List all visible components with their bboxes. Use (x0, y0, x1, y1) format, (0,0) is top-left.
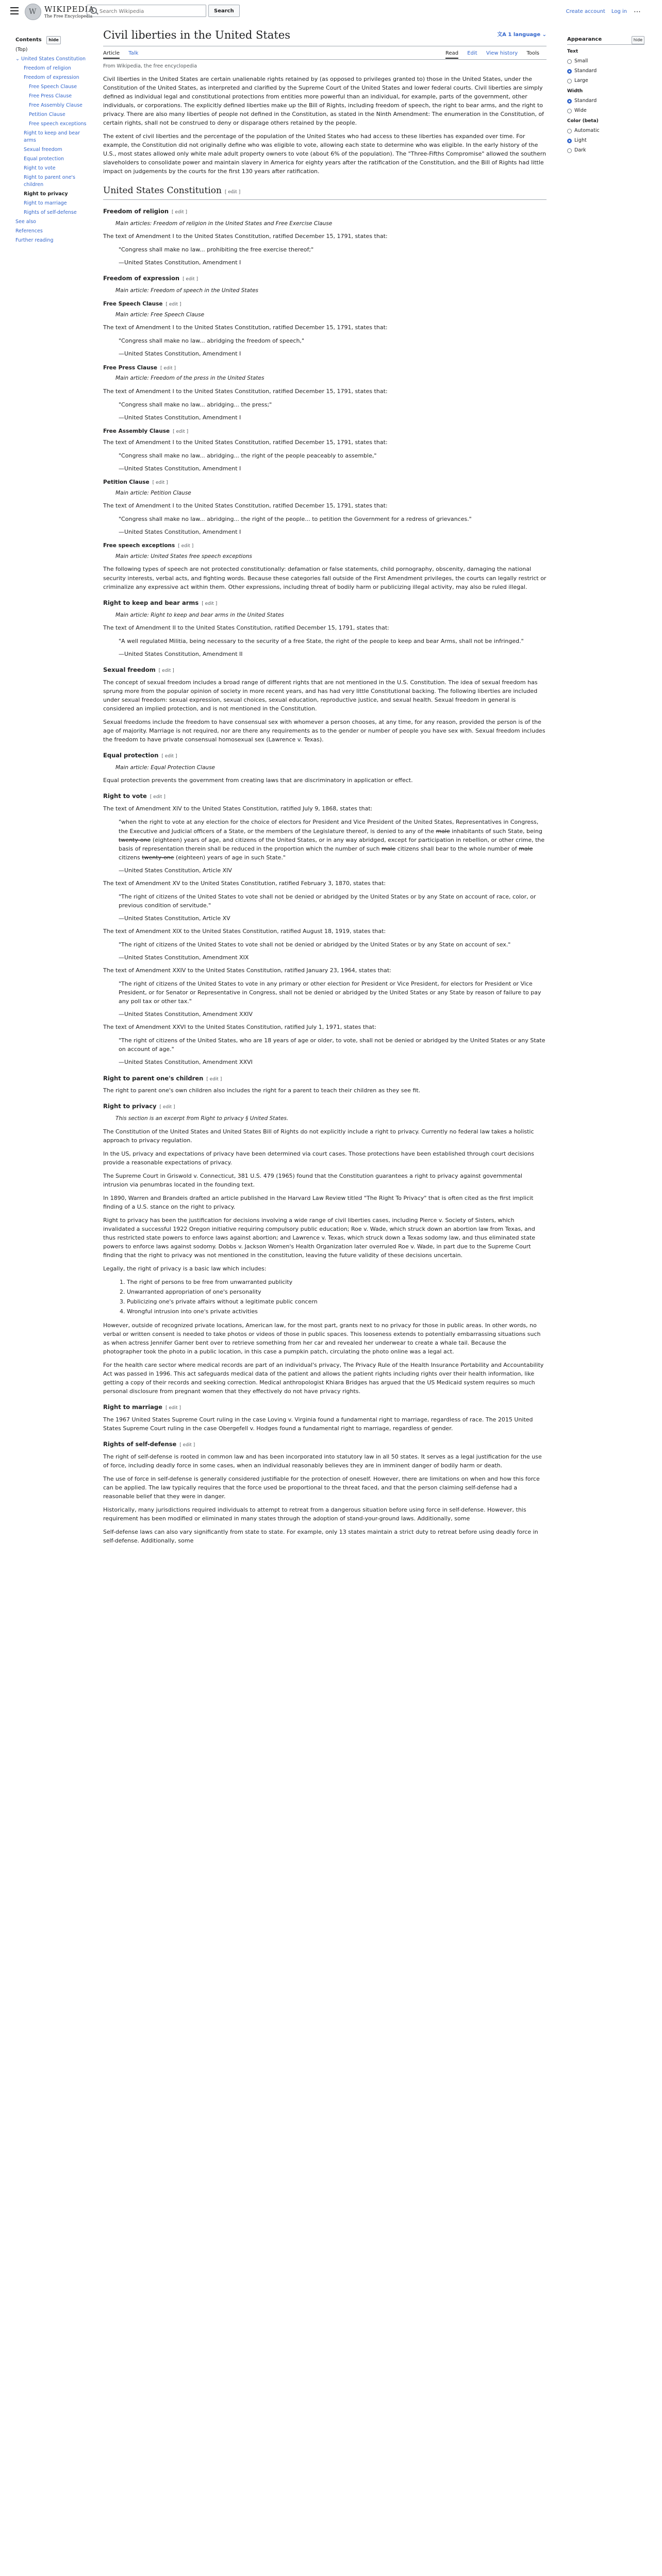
search-icon (90, 7, 97, 14)
wikipedia-wordmark: WIKIPEDIA (44, 4, 95, 14)
toc-item[interactable]: Freedom of religion (24, 65, 71, 71)
paragraph: In 1890, Warren and Brandeis drafted an article published in the Harvard Law Review titled "The Right To Privacy" that is often cited as the first implicit finding of a U.S. stance on the right to privacy. (103, 1194, 534, 1211)
edit-link[interactable]: [ edit ] (206, 1076, 222, 1082)
paragraph: The use of force in self-defense is generally considered justifiable for the protection of oneself. However, there are limitations on when and how this force can be applied. The law typically requires that the force used be proportional to the threat faced, and that the person claiming self-defense had a reasonable belief that they were in danger. (103, 1475, 540, 1500)
tab-edit[interactable]: Edit (467, 50, 477, 56)
subsection-heading: Free Speech Clause [ edit ] (103, 301, 181, 308)
toc-item[interactable]: Petition Clause (29, 112, 65, 117)
log-in-link[interactable]: Log in (611, 9, 627, 14)
toc-item[interactable]: Rights of self-defense (24, 210, 77, 215)
paragraph: The text of Amendment XXIV to the United States Constitution, ratified January 23, 1964, states that: (103, 967, 391, 974)
edit-link[interactable]: [ edit ] (166, 302, 181, 308)
edit-link[interactable]: [ edit ] (183, 276, 198, 282)
edit-link[interactable]: [ edit ] (152, 480, 168, 485)
list-item: 3. Publicizing one's private affairs without a legitimate public concern (127, 1297, 547, 1306)
wikipedia-logo[interactable] (25, 4, 94, 20)
search-button[interactable]: Search (208, 5, 240, 17)
paragraph: The 1967 United States Supreme Court ruling in the case Loving v. Virginia found a fundamental right to marriage, regardless of race. The 2015 United States Supreme Court ruling in the case Obergefell v. Hodges found a fundamental right to marriage, regardless of gender. (103, 1416, 533, 1432)
paragraph: Equal protection prevents the government from creating laws that are discriminatory in application or effect. (103, 777, 413, 784)
quote-attribution: —United States Constitution, Article XIV (119, 867, 232, 874)
main-menu-icon[interactable] (10, 7, 19, 14)
quote: "A well regulated Militia, being necessary to the security of a free State, the right of the people to keep and bear Arms, shall not be infringed." (119, 637, 524, 645)
paragraph: Historically, many jurisdictions required individuals to attempt to retreat from a dangerous situation before using force in self-defense. However, this requirement has been modified or eliminated in many states through the adoption of stand-your-ground laws. Additionally, some (103, 1506, 526, 1522)
paragraph: The concept of sexual freedom includes a broad range of different rights that are not mentioned in the U.S. Constitution. The idea of sexual freedom has sprung more from the popular opinion of society in more recent years, and has had very little Constitutional backing. The following liberties are included under sexual freedom: sexual expression, sexual choices, sexual education, reproductive justice, and sexual health. Sexual freedom in general is considered an implied protection, and is not mentioned in the Constitution. (103, 679, 538, 713)
hatnote: Main article: Right to keep and bear arms in the United States (115, 612, 284, 618)
tab-talk[interactable]: Talk (128, 50, 139, 56)
quote: "Congress shall make no law... prohibiting the free exercise thereof;" (119, 246, 314, 253)
toc-item[interactable]: Right to vote (24, 165, 56, 171)
edit-link[interactable]: [ edit ] (224, 190, 241, 195)
toc-item[interactable]: Equal protection (24, 156, 64, 162)
width-option[interactable]: Wide (567, 107, 644, 114)
edit-link[interactable]: [ edit ] (158, 668, 174, 673)
quote: "Congress shall make no law... abridging... the right of the people... to petition the Government for a redress of grievances." (119, 516, 472, 523)
tab-tools[interactable]: Tools (526, 50, 539, 56)
quote-attribution: —United States Constitution, Amendment I (119, 259, 241, 266)
toc-item[interactable]: Free speech exceptions (29, 121, 87, 127)
quote: "Congress shall make no law... abridging the freedom of speech," (119, 337, 305, 345)
edit-link[interactable]: [ edit ] (178, 544, 194, 549)
text-size-option[interactable]: Standard (567, 67, 644, 75)
quote: "The right of citizens of the United States to vote shall not be denied or abridged by the United States or by any State on account of race, color, or previous condition of servitude." (119, 893, 536, 909)
radio-icon (567, 148, 572, 153)
radio-icon (567, 129, 572, 133)
toc-item[interactable]: (Top) (15, 47, 28, 53)
quote: "The right of citizens of the United States to vote shall not be denied or abridged by the United States or by any State on account of sex." (119, 941, 511, 948)
paragraph: The text of Amendment XV to the United States Constitution, ratified February 3, 1870, states that: (103, 879, 386, 887)
tab-read[interactable]: Read (445, 50, 458, 59)
quote: "The right of citizens of the United States to vote in any primary or other election for President or Vice President, for electors for President or Vice President, or for Senator or Representative in Congress, shall not be denied or abridged by the United States or any State by reason of failure to pay any poll tax or other tax." (119, 980, 541, 1005)
paragraph: The following types of speech are not protected constitutionally: defamation or false statements, child pornography, obscenity, damaging the national security interests, verbal acts, and fighting words. Because these categories fall outside of the First Amendment privileges, the courts can legally restrict or criminalize any expressive act within them. Other expressions, including threat of bodily harm or publicizing illegal activity, may also be ruled illegal. (103, 566, 547, 590)
paragraph: The text of Amendment I to the United States Constitution, ratified December 15, 1791, states that: (103, 324, 388, 331)
appearance-hide-button[interactable]: hide (632, 36, 644, 44)
list-item: 2. Unwarranted appropriation of one's personality (127, 1287, 547, 1296)
radio-icon (567, 79, 572, 83)
toc-item[interactable]: Free Press Clause (29, 93, 72, 99)
quote-attribution: —United States Constitution, Amendment I (119, 350, 241, 358)
toc-item[interactable]: Sexual freedom (24, 147, 62, 152)
edit-link[interactable]: [ edit ] (179, 1442, 195, 1448)
radio-selected-icon (567, 99, 572, 104)
toc-item[interactable]: Right to keep and bear arms (24, 130, 80, 143)
language-button[interactable]: 文A 1 language ⌄ (497, 32, 547, 38)
color-option[interactable]: Automatic (567, 127, 644, 134)
paragraph: In the US, privacy and expectations of privacy have been determined via court cases. Those protections have been established through court decisions provide a reasonable expectations of privacy. (103, 1150, 534, 1166)
hatnote: Main article: Free Speech Clause (115, 312, 205, 318)
edit-link[interactable]: [ edit ] (173, 429, 189, 434)
more-options-icon[interactable]: ⋯ (634, 7, 641, 16)
text-size-label: Text (567, 49, 578, 54)
paragraph: The text of Amendment II to the United States Constitution, ratified December 15, 1791, states that: (103, 624, 389, 631)
width-option[interactable]: Standard (567, 97, 644, 105)
edit-link[interactable]: [ edit ] (165, 1405, 181, 1411)
hatnote: Main articles: Freedom of religion in the United States and Free Exercise Clause (115, 220, 333, 227)
color-label: Color (beta) (567, 118, 599, 124)
table-of-contents (15, 36, 93, 246)
hatnote: Main article: Freedom of speech in the United States (115, 287, 259, 294)
toc-item[interactable]: Free Speech Clause (29, 84, 77, 90)
toc-item[interactable]: Free Assembly Clause (29, 103, 82, 108)
section-heading: Right to parent one's children [ edit ] (103, 1074, 222, 1082)
article-body (103, 24, 547, 1550)
section-heading: Right to vote [ edit ] (103, 792, 166, 800)
paragraph: The right of self-defense is rooted in common law and has been incorporated into statutory law in all 50 states. It serves as a legal justification for the use of force, including deadly force in some cases, when an individual reasonably believes they are in imminent danger of bodily harm or death. (103, 1453, 542, 1469)
from-wikipedia: From Wikipedia, the free encyclopedia (103, 63, 197, 70)
quote-attribution: —United States Constitution, Amendment II (119, 650, 243, 657)
section-heading: Right to marriage [ edit ] (103, 1403, 181, 1411)
page-title: Civil liberties in the United States (103, 27, 547, 46)
hatnote: This section is an excerpt from Right to privacy § United States. (115, 1115, 289, 1122)
paragraph: The Constitution of the United States and United States Bill of Rights do not explicitly include a right to privacy. Currently no federal law takes a holistic approach to privacy regulation. (103, 1128, 534, 1144)
appearance-title: Appearance (567, 37, 602, 42)
color-option[interactable]: Light (567, 137, 644, 144)
edit-link[interactable]: [ edit ] (150, 794, 166, 800)
section-heading: Right to privacy [ edit ] (103, 1103, 175, 1110)
hatnote: Main article: United States free speech exceptions (115, 553, 252, 560)
intro-paragraph: The extent of civil liberties and the percentage of the population of the United States who had access to these liberties has expanded over time. For example, the Constitution did not originally define who was eligible to vote, allowing each state to determine who was eligible. In the early history of the U.S., most states allowed only white male adult property owners to vote (about 6% of the population). The "Three-Fifths Compromise" allowed the southern slaveholders to consolidate power and maintain slavery in America for eighty years after the ratification of the Constitution, and the Bill of Rights had little impact on judgements by the courts for the first 130 years after ratification. (103, 133, 547, 175)
edit-link[interactable]: [ edit ] (159, 1105, 175, 1110)
toc-item-active[interactable]: Right to privacy (24, 191, 68, 197)
radio-selected-icon (567, 139, 572, 143)
paragraph: The text of Amendment I to the United States Constitution, ratified December 15, 1791, states that: (103, 502, 388, 510)
radio-selected-icon (567, 69, 572, 74)
paragraph: The right to parent one's own children also includes the right for a parent to teach their children as they see fit. (103, 1087, 421, 1094)
quote-attribution: —United States Constitution, Amendment XIX (119, 954, 249, 961)
quote-attribution: —United States Constitution, Article XV (119, 914, 230, 922)
section-heading: Freedom of expression [ edit ] (103, 274, 198, 282)
radio-icon (567, 59, 572, 64)
quote-attribution: —United States Constitution, Amendment I (119, 529, 241, 536)
paragraph: The text of Amendment I to the United States Constitution, ratified December 15, 1791, states that: (103, 438, 388, 446)
section-heading: Right to keep and bear arms [ edit ] (103, 599, 218, 606)
edit-link[interactable]: [ edit ] (160, 365, 176, 371)
subsection-heading: Free Press Clause [ edit ] (103, 364, 176, 371)
edit-link[interactable]: [ edit ] (161, 754, 177, 759)
width-label: Width (567, 89, 583, 94)
quote-attribution: —United States Constitution, Amendment XXIV (119, 1011, 253, 1018)
paragraph: The text of Amendment XIX to the United States Constitution, ratified August 18, 1919, states that: (103, 927, 386, 935)
intro-paragraph: Civil liberties in the United States are certain unalienable rights retained by (as opposed to privileges granted to) those in the United States, under the Constitution of the United States, as interpreted and clarified by the Supreme Court of the United States and lower federal courts. Civil liberties are simply defined as individual legal and constitutional protections from entities more powerful than an individual, for example, parts of the government, other individuals, or corporations. The explicitly defined liberties make up the Bill of Rights, including freedom of speech, the right to bear arms, and the right to privacy. There are also many liberties of people not defined in the Constitution, as stated in the Ninth Amendment: The enumeration in the Constitution, of certain rights, shall not be construed to deny or disparage others retained by the people. (103, 75, 544, 126)
section-heading: Freedom of religion [ edit ] (103, 207, 188, 215)
paragraph: Right to privacy has been the justification for decisions involving a wide range of civil liberties cases, including Pierce v. Society of Sisters, which invalidated a successful 1922 Oregon initiative requiring compulsory public education; Roe v. Wade, which struck down an abortion law from Texas, and thus restricted state powers to enforce laws against abortion; and Lawrence v. Texas, which struck down a Texas sodomy law, and thus eliminated state powers to enforce laws against sodomy. Dobbs v. Jackson Women's Health Organization later overruled Roe v. Wade, in part due to the Supreme Court finding that the right to privacy was not mentioned in the constitution, leaving the future validity of these decisions uncertain. (103, 1217, 536, 1259)
paragraph: However, outside of recognized private locations, American law, for the most part, grants next to no privacy for those in public areas. In other words, no verbal or written consent is needed to take photos or videos of those in public spaces. This looseness extends to potentially embarrassing situations such as when actress Jennifer Garner bent over to retrieve something from her car and revealed her underwear to create a whale tail. Because the photographer took the photo in a public location, in this case a pumpkin patch, circulating the photo online was a legal act. (103, 1321, 541, 1355)
toc-item[interactable]: Further reading (15, 238, 54, 243)
wikipedia-globe-icon (25, 4, 41, 20)
search-input[interactable] (98, 6, 201, 16)
paragraph: For the health care sector where medical records are part of an individual's privacy, The Privacy Rule of the Health Insurance Portability and Accountability Act was passed in 1996. This act safeguards medical data of the patient and allows the patient rights including rights over their health information, like getting a copy of their records and seeking correction. Medical anthropologist Khiara Bridges has argued that the US Medicaid system requires so much personal disclosure from pregnant women that they effectively do not have privacy rights. (103, 1361, 544, 1395)
toc-hide-button[interactable]: hide (46, 36, 61, 44)
toc-item[interactable]: Right to marriage (24, 200, 67, 206)
section-heading: Sexual freedom [ edit ] (103, 666, 174, 673)
wikipedia-tagline: The Free Encyclopedia (44, 13, 93, 19)
search-box (87, 5, 206, 17)
paragraph: The text of Amendment I to the United States Constitution, ratified December 15, 1791, states that: (103, 232, 388, 240)
toc-item[interactable]: Freedom of expression (24, 75, 79, 80)
paragraph: The Supreme Court in Griswold v. Connecticut, 381 U.S. 479 (1965) found that the Constitution guarantees a right to privacy against governmental intrusion via penumbras located in the founding text. (103, 1172, 522, 1188)
quote: "when the right to vote at any election for the choice of electors for President and Vice President of the United States, Representatives in Congress, the Executive and Judicial officers of a State, or the members of the Legislature thereof, is denied to any of the male inhabitants of such State, being twenty-one (eighteen) years of age, and citizens of the United States, or in any way abridged, except for participation in rebellion, or other crime, the basis of representation therein shall be reduced in the proportion which the number of such male citizens shall bear to the whole number of male citizens twenty-one (eighteen) years of age in such State." (119, 819, 545, 861)
list-item: 4. Wrongful intrusion into one's private activities (127, 1307, 547, 1316)
edit-link[interactable]: [ edit ] (172, 209, 188, 215)
create-account-link[interactable]: Create account (566, 9, 605, 14)
quote: "Congress shall make no law... abridging... the right of the people peaceably to assemble," (119, 452, 377, 459)
hatnote: Main article: Equal Protection Clause (115, 765, 215, 771)
subsection-heading: Petition Clause [ edit ] (103, 479, 168, 485)
toc-title: Contents (15, 37, 42, 43)
color-option[interactable]: Dark (567, 147, 644, 154)
paragraph: Self-defense laws can also vary significantly from state to state. For example, only 13 states maintain a strict duty to retreat before using deadly force in self-defense. Additionally, some (103, 1529, 538, 1545)
toc-item[interactable]: ⌄ United States Constitution (15, 56, 86, 62)
page-tabs (103, 46, 547, 60)
quote: "Congress shall make no law... abridging... the press;" (119, 401, 272, 408)
site-header (0, 0, 662, 24)
paragraph: Sexual freedoms include the freedom to have consensual sex with whomever a person chooses, at any time, for any reason, provided the person is of the age of majority. Marriage is not required, nor are there any requirements as to the gender or number of people you have sex with. Sexual freedom includes the freedom to have private consensual homosexual sex (Lawrence v. Texas). (103, 719, 545, 743)
quote-attribution: —United States Constitution, Amendment I (119, 414, 241, 421)
text-size-option[interactable]: Large (567, 77, 644, 84)
tab-article[interactable]: Article (103, 50, 120, 59)
section-heading: Equal protection [ edit ] (103, 752, 177, 759)
quote: "The right of citizens of the United States, who are 18 years of age or older, to vote, shall not be denied or abridged by the United States or any State on account of age." (119, 1037, 545, 1053)
toc-item[interactable]: Right to parent one's children (24, 175, 75, 188)
quote-attribution: —United States Constitution, Amendment XXVI (119, 1059, 253, 1066)
radio-icon (567, 109, 572, 113)
list-item: 1. The right of persons to be free from unwarranted publicity (127, 1278, 547, 1286)
privacy-list (119, 1278, 547, 1316)
tab-view-history[interactable]: View history (486, 50, 518, 56)
text-size-option[interactable]: Small (567, 58, 644, 65)
paragraph: The text of Amendment I to the United States Constitution, ratified December 15, 1791, states that: (103, 387, 388, 395)
edit-link[interactable]: [ edit ] (202, 601, 218, 606)
paragraph: The text of Amendment XXVI to the United States Constitution, ratified July 1, 1971, states that: (103, 1024, 376, 1031)
toc-item[interactable]: See also (15, 219, 36, 225)
subsection-heading: Free Assembly Clause [ edit ] (103, 428, 189, 434)
paragraph: The text of Amendment XIV to the United States Constitution, ratified July 9, 1868, states that: (103, 805, 373, 812)
toc-item[interactable]: References (15, 228, 43, 234)
hatnote: Main article: Freedom of the press in the United States (115, 375, 264, 382)
hatnote: Main article: Petition Clause (115, 489, 191, 496)
quote-attribution: —United States Constitution, Amendment I (119, 465, 241, 472)
section-heading: Rights of self-defense [ edit ] (103, 1440, 195, 1448)
subsection-heading: Free speech exceptions [ edit ] (103, 543, 194, 549)
section-heading: United States Constitution [ edit ] (103, 184, 547, 199)
paragraph: Legally, the right of privacy is a basic law which includes: (103, 1265, 267, 1273)
appearance-panel (567, 36, 644, 157)
